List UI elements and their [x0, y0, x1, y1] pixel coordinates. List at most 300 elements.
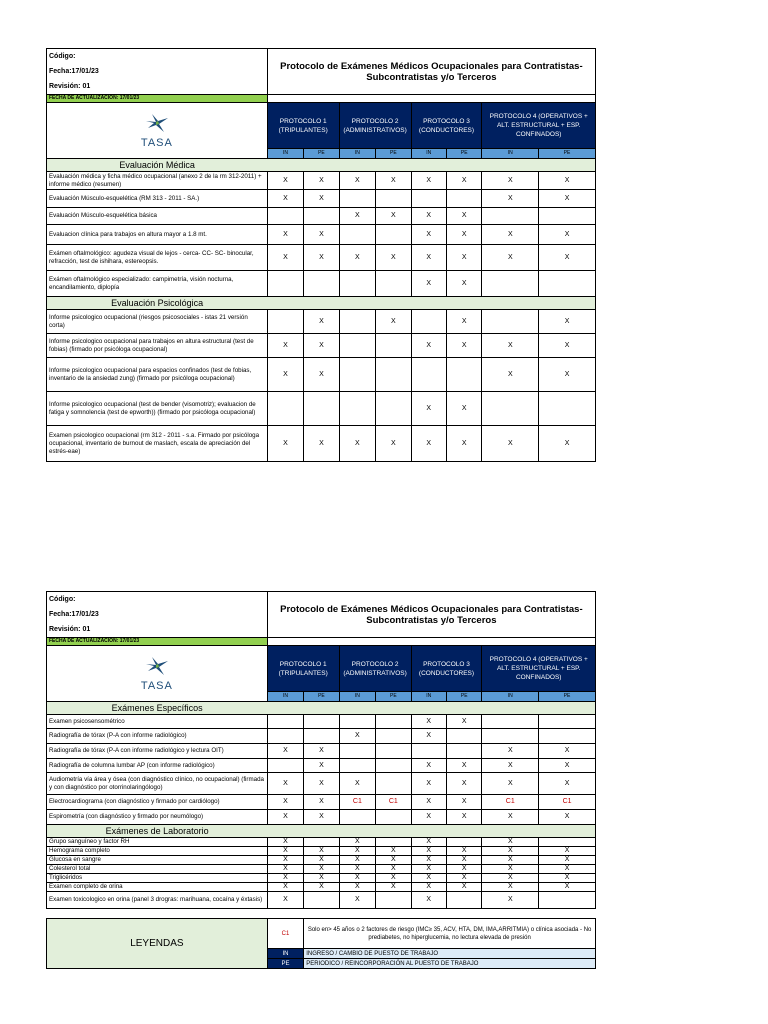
- table-row: [47, 245, 596, 271]
- exam-mark: X: [446, 426, 481, 462]
- table-row: [47, 856, 596, 865]
- exam-mark: X: [411, 334, 446, 358]
- exam-mark: X: [267, 426, 303, 462]
- exam-mark: X: [482, 759, 539, 773]
- exam-mark: [376, 358, 411, 392]
- exam-mark: X: [411, 865, 446, 874]
- exam-mark: [267, 729, 303, 744]
- exam-name: Informe psicologico ocupacional para espacios confinados (test de fobias, inventario de la ansiedad zung) (firmado por psicóloga ocupacional): [47, 358, 268, 392]
- exam-mark: X: [446, 245, 481, 271]
- exam-mark: X: [339, 208, 375, 225]
- exam-mark: X: [304, 865, 339, 874]
- exam-mark: [539, 715, 596, 729]
- exam-mark: [376, 744, 411, 759]
- exam-mark: X: [339, 892, 375, 909]
- exam-mark: [482, 715, 539, 729]
- exam-mark: X: [339, 729, 375, 744]
- exam-mark: [339, 225, 375, 245]
- exam-mark: [304, 208, 339, 225]
- exam-mark: X: [411, 856, 446, 865]
- exam-name: Audiometría vía área y ósea (con diagnóstico clínico, no ocupacional) (firmada y con diagnóstico por otorrinolaringólogo): [47, 773, 268, 795]
- exam-mark: [304, 838, 339, 847]
- exam-mark: X: [539, 883, 596, 892]
- table-row: [47, 810, 596, 825]
- exam-name: Radiografía de columna lumbar AP (con informe radiológico): [47, 759, 268, 773]
- table-row: [47, 334, 596, 358]
- exam-mark: X: [411, 271, 446, 297]
- exam-mark: [376, 190, 411, 208]
- revision-label: Revisión: 01: [47, 79, 268, 95]
- exam-mark: X: [267, 744, 303, 759]
- exam-mark: X: [339, 847, 375, 856]
- exam-mark: X: [446, 759, 481, 773]
- update-date-label: FECHA DE ACTUALIZACION: 17/01/23: [47, 95, 268, 103]
- exam-mark: X: [304, 225, 339, 245]
- protocol-sheet-2: [46, 591, 596, 969]
- subcol-header: IN: [339, 692, 375, 702]
- exam-mark: [304, 892, 339, 909]
- exam-mark: [376, 392, 411, 426]
- exam-mark: [339, 744, 375, 759]
- exam-mark: X: [339, 426, 375, 462]
- exam-mark: X: [446, 810, 481, 825]
- exam-mark: [267, 715, 303, 729]
- exam-mark: X: [267, 358, 303, 392]
- exam-name: Grupo sanguíneo y factor RH: [47, 838, 268, 847]
- protocol-header-4: PROTOCOLO 4 (OPERATIVOS + ALT. ESTRUCTURAL + ESP. CONFINADOS): [482, 103, 596, 149]
- exam-mark: X: [376, 883, 411, 892]
- exam-mark: X: [304, 759, 339, 773]
- exam-mark: X: [304, 245, 339, 271]
- exam-mark: X: [482, 892, 539, 909]
- exam-mark: X: [304, 874, 339, 883]
- fecha-label: Fecha:17/01/23: [47, 64, 268, 79]
- exam-mark: [411, 310, 446, 334]
- exam-mark: [339, 334, 375, 358]
- exam-mark: X: [482, 847, 539, 856]
- exam-mark: [339, 190, 375, 208]
- exam-mark: X: [482, 883, 539, 892]
- exam-mark: X: [267, 245, 303, 271]
- exam-mark: X: [482, 172, 539, 190]
- exam-mark: X: [267, 883, 303, 892]
- exam-mark: X: [267, 190, 303, 208]
- exam-mark: [304, 392, 339, 426]
- exam-mark: X: [267, 865, 303, 874]
- exam-name: Informe psicologico ocupacional (test de bender (visomotriz); evaluacion de fatiga y somnolencia (test de epworth)) (firmado por psicóloga ocupacional): [47, 392, 268, 426]
- legend-tag: IN: [267, 949, 303, 959]
- exam-mark: X: [411, 874, 446, 883]
- exam-mark: [411, 190, 446, 208]
- exam-mark: [339, 759, 375, 773]
- table-row: [47, 190, 596, 208]
- exam-mark: X: [446, 310, 481, 334]
- exam-mark: [482, 208, 539, 225]
- exam-mark: X: [376, 245, 411, 271]
- exam-mark: [446, 729, 481, 744]
- protocol-header-2: PROTOCOLO 2 (ADMINISTRATIVOS): [339, 646, 411, 692]
- subcol-header: PE: [304, 149, 339, 159]
- subcol-header: IN: [339, 149, 375, 159]
- table-row: [47, 225, 596, 245]
- exam-mark: X: [539, 874, 596, 883]
- protocol-header-3: PROTOCOLO 3 (CONDUCTORES): [411, 646, 482, 692]
- exam-mark: [539, 838, 596, 847]
- exam-mark: [482, 729, 539, 744]
- table-row: [47, 773, 596, 795]
- exam-mark: X: [304, 810, 339, 825]
- exam-mark: X: [411, 208, 446, 225]
- tasa-bird-icon: [144, 655, 170, 677]
- table-row: [47, 358, 596, 392]
- exam-mark: [267, 208, 303, 225]
- revision-label: Revisión: 01: [47, 622, 268, 638]
- exam-name: Colesterol total: [47, 865, 268, 874]
- exam-mark: [446, 838, 481, 847]
- exam-name: Radiografía de tórax (P-A con informe radiológico y lectura OIT): [47, 744, 268, 759]
- table-row: [47, 310, 596, 334]
- exam-mark: X: [539, 847, 596, 856]
- exam-mark: X: [267, 773, 303, 795]
- subcol-header: IN: [411, 692, 446, 702]
- exam-mark: X: [267, 810, 303, 825]
- exam-mark: [446, 190, 481, 208]
- exam-mark: [376, 759, 411, 773]
- exam-mark: X: [304, 773, 339, 795]
- protocol-header-1: PROTOCOLO 1 (TRIPULANTES): [267, 646, 339, 692]
- exam-name: Espirometría (con diagnóstico y firmado por neumólogo): [47, 810, 268, 825]
- exam-mark: X: [267, 847, 303, 856]
- exam-mark: [339, 810, 375, 825]
- table-row: [47, 892, 596, 909]
- exam-mark: X: [376, 310, 411, 334]
- exam-mark: X: [339, 883, 375, 892]
- protocol-sheet-1: [46, 48, 596, 462]
- logo-text: TASA: [140, 137, 173, 149]
- exam-mark: X: [411, 773, 446, 795]
- exam-mark: [267, 392, 303, 426]
- exam-mark: [339, 358, 375, 392]
- table-row: [47, 795, 596, 810]
- exam-mark: X: [482, 190, 539, 208]
- exam-mark: X: [482, 856, 539, 865]
- exam-mark: [376, 810, 411, 825]
- exam-mark: X: [539, 856, 596, 865]
- exam-mark: X: [304, 856, 339, 865]
- exam-name: Glucosa en sangre: [47, 856, 268, 865]
- table-row: [47, 172, 596, 190]
- exam-mark: X: [446, 715, 481, 729]
- exam-mark: X: [539, 334, 596, 358]
- exam-mark: [304, 271, 339, 297]
- exam-mark: X: [482, 838, 539, 847]
- exam-mark: X: [304, 795, 339, 810]
- subcol-header: PE: [376, 692, 411, 702]
- exam-mark: [482, 271, 539, 297]
- protocol-header-4: PROTOCOLO 4 (OPERATIVOS + ALT. ESTRUCTURAL + ESP. CONFINADOS): [482, 646, 596, 692]
- exam-mark: X: [482, 245, 539, 271]
- exam-mark: [539, 392, 596, 426]
- exam-mark: X: [376, 847, 411, 856]
- exam-mark: X: [539, 773, 596, 795]
- table-row: [47, 271, 596, 297]
- exam-mark: [376, 838, 411, 847]
- exam-name: Examen toxicologico en orina (panel 3 drogras: marihuana, cocaína y éxtasis): [47, 892, 268, 909]
- legend-note: Solo en> 45 años o 2 factores de riesgo (IMC≥ 35, ACV, HTA, DM, IMA,ARRITMIA) o clínica asociada - No prediabetes, no hiperglucemia, no lectura elevada de presión: [304, 919, 596, 949]
- exam-mark: X: [339, 856, 375, 865]
- exam-mark: [482, 392, 539, 426]
- exam-mark: X: [339, 172, 375, 190]
- exam-mark: X: [267, 856, 303, 865]
- exam-name: Triglicéridos: [47, 874, 268, 883]
- exam-mark: [339, 271, 375, 297]
- protocol-header-2: PROTOCOLO 2 (ADMINISTRATIVOS): [339, 103, 411, 149]
- exam-mark: X: [267, 892, 303, 909]
- company-logo: [47, 646, 268, 702]
- exam-mark: X: [376, 172, 411, 190]
- legend-description: INGRESO / CAMBIO DE PUESTO DE TRABAJO: [304, 949, 596, 959]
- exam-mark: X: [376, 426, 411, 462]
- company-logo: [47, 103, 268, 159]
- exam-mark: X: [304, 190, 339, 208]
- exam-mark: [339, 310, 375, 334]
- exam-mark: X: [267, 795, 303, 810]
- exam-mark: X: [539, 426, 596, 462]
- exam-mark: X: [446, 334, 481, 358]
- exam-mark: X: [539, 225, 596, 245]
- exam-mark: C1: [539, 795, 596, 810]
- exam-mark: X: [267, 874, 303, 883]
- exam-mark: X: [482, 810, 539, 825]
- exam-mark: X: [304, 172, 339, 190]
- exam-mark: X: [446, 847, 481, 856]
- exam-name: Evaluación Músculo-esquelética básica: [47, 208, 268, 225]
- exam-mark: X: [411, 759, 446, 773]
- exam-mark: X: [482, 865, 539, 874]
- exam-mark: X: [446, 225, 481, 245]
- section-title: Evaluación Médica: [47, 159, 268, 172]
- exam-mark: [539, 892, 596, 909]
- table-row: [47, 392, 596, 426]
- exam-mark: X: [411, 392, 446, 426]
- exam-name: Exámen oftalmológico especializado: campimetría, visión nocturna, encandilamiento, diplopía: [47, 271, 268, 297]
- exam-mark: C1: [376, 795, 411, 810]
- exam-mark: X: [267, 172, 303, 190]
- legend-code: C1: [267, 919, 303, 949]
- section-title: Exámenes de Laboratorio: [47, 825, 268, 838]
- codigo-label: Código:: [47, 49, 268, 65]
- table-row: [47, 865, 596, 874]
- exam-mark: [304, 715, 339, 729]
- subcol-header: PE: [539, 149, 596, 159]
- exam-name: Evaluacion clínica para trabajos en altura mayor a 1.8 mt.: [47, 225, 268, 245]
- exam-mark: X: [482, 773, 539, 795]
- exam-name: Evaluación Músculo-esquelética (RM 313 - 2011 - SA.): [47, 190, 268, 208]
- exam-mark: [376, 892, 411, 909]
- table-row: [47, 729, 596, 744]
- exam-mark: [376, 729, 411, 744]
- legend-tag: PE: [267, 959, 303, 969]
- exam-mark: [446, 892, 481, 909]
- exam-mark: [539, 208, 596, 225]
- exam-mark: X: [304, 426, 339, 462]
- protocol-header-3: PROTOCOLO 3 (CONDUCTORES): [411, 103, 482, 149]
- subcol-header: IN: [482, 149, 539, 159]
- subcol-header: PE: [304, 692, 339, 702]
- protocol-table: [46, 48, 596, 462]
- exam-mark: [482, 310, 539, 334]
- exam-mark: [339, 715, 375, 729]
- table-row: [47, 715, 596, 729]
- exam-mark: X: [304, 744, 339, 759]
- exam-mark: X: [446, 856, 481, 865]
- table-row: [47, 208, 596, 225]
- exam-mark: X: [411, 883, 446, 892]
- codigo-label: Código:: [47, 592, 268, 608]
- table-row: [47, 744, 596, 759]
- table-row: [47, 426, 596, 462]
- exam-mark: X: [539, 190, 596, 208]
- subcol-header: PE: [446, 692, 481, 702]
- logo-text: TASA: [140, 680, 173, 692]
- exam-name: Radiografía de tórax (P-A con informe radiológico): [47, 729, 268, 744]
- exam-mark: X: [304, 310, 339, 334]
- exam-mark: X: [376, 874, 411, 883]
- exam-name: Electrocardiograma (con diagnóstico y firmado por cardiólogo): [47, 795, 268, 810]
- exam-mark: X: [304, 847, 339, 856]
- exam-mark: X: [339, 245, 375, 271]
- exam-mark: X: [267, 334, 303, 358]
- exam-name: Examen psicosensométrico: [47, 715, 268, 729]
- exam-mark: [539, 271, 596, 297]
- section-title: Evaluación Psicológica: [47, 297, 268, 310]
- exam-name: Informe psicologico ocupacional (riesgos psicosociales - istas 21 versión corta): [47, 310, 268, 334]
- exam-mark: [376, 773, 411, 795]
- exam-mark: X: [539, 810, 596, 825]
- document-title: Protocolo de Exámenes Médicos Ocupacionales para Contratistas-Subcontratistas y/o Terceros: [267, 592, 595, 638]
- exam-name: Evaluación médica y ficha médico ocupacional (anexo 2 de la rm 312-2011) + informe médico (resumen): [47, 172, 268, 190]
- exam-mark: X: [482, 334, 539, 358]
- table-row: [47, 883, 596, 892]
- table-row: [47, 759, 596, 773]
- subcol-header: PE: [446, 149, 481, 159]
- exam-name: Informe psicologico ocupacional para trabajos en altura estructural (test de fobias) (firmado por psicóloga ocupacional): [47, 334, 268, 358]
- exam-mark: C1: [339, 795, 375, 810]
- exam-mark: X: [446, 883, 481, 892]
- subcol-header: PE: [376, 149, 411, 159]
- exam-mark: X: [339, 874, 375, 883]
- exam-mark: X: [339, 838, 375, 847]
- exam-mark: X: [446, 795, 481, 810]
- table-row: [47, 847, 596, 856]
- exam-mark: X: [411, 172, 446, 190]
- subcol-header: IN: [482, 692, 539, 702]
- exam-mark: X: [376, 865, 411, 874]
- exam-mark: [539, 729, 596, 744]
- exam-mark: X: [539, 759, 596, 773]
- subcol-header: PE: [539, 692, 596, 702]
- exam-mark: X: [539, 172, 596, 190]
- exam-mark: [446, 358, 481, 392]
- exam-mark: [267, 310, 303, 334]
- exam-mark: [411, 358, 446, 392]
- exam-mark: X: [411, 426, 446, 462]
- exam-mark: X: [411, 795, 446, 810]
- update-date-label: FECHA DE ACTUALIZACION: 17/01/23: [47, 638, 268, 646]
- exam-mark: X: [482, 874, 539, 883]
- tasa-bird-icon: [144, 112, 170, 134]
- exam-name: Hemograma completo: [47, 847, 268, 856]
- exam-mark: X: [482, 358, 539, 392]
- legend-description: PERIODICO / REINCORPORACIÓN AL PUESTO DE TRABAJO: [304, 959, 596, 969]
- protocol-table: [46, 591, 596, 969]
- exam-mark: X: [376, 208, 411, 225]
- exam-mark: X: [339, 865, 375, 874]
- exam-mark: X: [411, 847, 446, 856]
- exam-mark: [376, 271, 411, 297]
- exam-mark: X: [411, 838, 446, 847]
- exam-mark: X: [339, 773, 375, 795]
- exam-mark: [376, 715, 411, 729]
- exam-mark: X: [446, 271, 481, 297]
- table-row: [47, 838, 596, 847]
- fecha-label: Fecha:17/01/23: [47, 607, 268, 622]
- exam-mark: X: [446, 208, 481, 225]
- section-title: Exámenes Específicos: [47, 702, 268, 715]
- exam-mark: X: [267, 225, 303, 245]
- exam-mark: X: [539, 245, 596, 271]
- exam-mark: [411, 744, 446, 759]
- exam-mark: X: [446, 172, 481, 190]
- exam-mark: X: [446, 773, 481, 795]
- exam-mark: X: [304, 358, 339, 392]
- exam-mark: X: [411, 729, 446, 744]
- subcol-header: IN: [267, 149, 303, 159]
- exam-mark: C1: [482, 795, 539, 810]
- exam-mark: [304, 729, 339, 744]
- exam-mark: X: [482, 426, 539, 462]
- exam-mark: X: [411, 810, 446, 825]
- exam-mark: X: [411, 225, 446, 245]
- exam-mark: X: [267, 838, 303, 847]
- exam-mark: X: [539, 358, 596, 392]
- exam-mark: X: [376, 856, 411, 865]
- exam-mark: X: [304, 334, 339, 358]
- exam-name: Examen psicologico ocupacional (rm 312 - 2011 - s.a. Firmado por psicóloga ocupacional, inventario de burnout de maslach, escala de apreciación del estrés-eae): [47, 426, 268, 462]
- exam-mark: [267, 759, 303, 773]
- exam-mark: X: [411, 715, 446, 729]
- document-title: Protocolo de Exámenes Médicos Ocupacionales para Contratistas-Subcontratistas y/o Terceros: [267, 49, 595, 95]
- exam-mark: [446, 744, 481, 759]
- exam-mark: [376, 334, 411, 358]
- table-row: [47, 874, 596, 883]
- exam-mark: X: [446, 865, 481, 874]
- exam-mark: X: [411, 892, 446, 909]
- exam-name: Exámen oftalmológico: agudeza visual de lejos - cerca- CC- SC- binocular, refracción, test de ishihara, estereopsis.: [47, 245, 268, 271]
- exam-mark: X: [482, 744, 539, 759]
- protocol-header-1: PROTOCOLO 1 (TRIPULANTES): [267, 103, 339, 149]
- legend-title: LEYENDAS: [47, 919, 268, 969]
- subcol-header: IN: [411, 149, 446, 159]
- exam-mark: X: [446, 874, 481, 883]
- exam-mark: X: [411, 245, 446, 271]
- exam-mark: [339, 392, 375, 426]
- exam-mark: X: [539, 865, 596, 874]
- exam-mark: [267, 271, 303, 297]
- exam-mark: X: [539, 310, 596, 334]
- exam-mark: X: [446, 392, 481, 426]
- exam-mark: [376, 225, 411, 245]
